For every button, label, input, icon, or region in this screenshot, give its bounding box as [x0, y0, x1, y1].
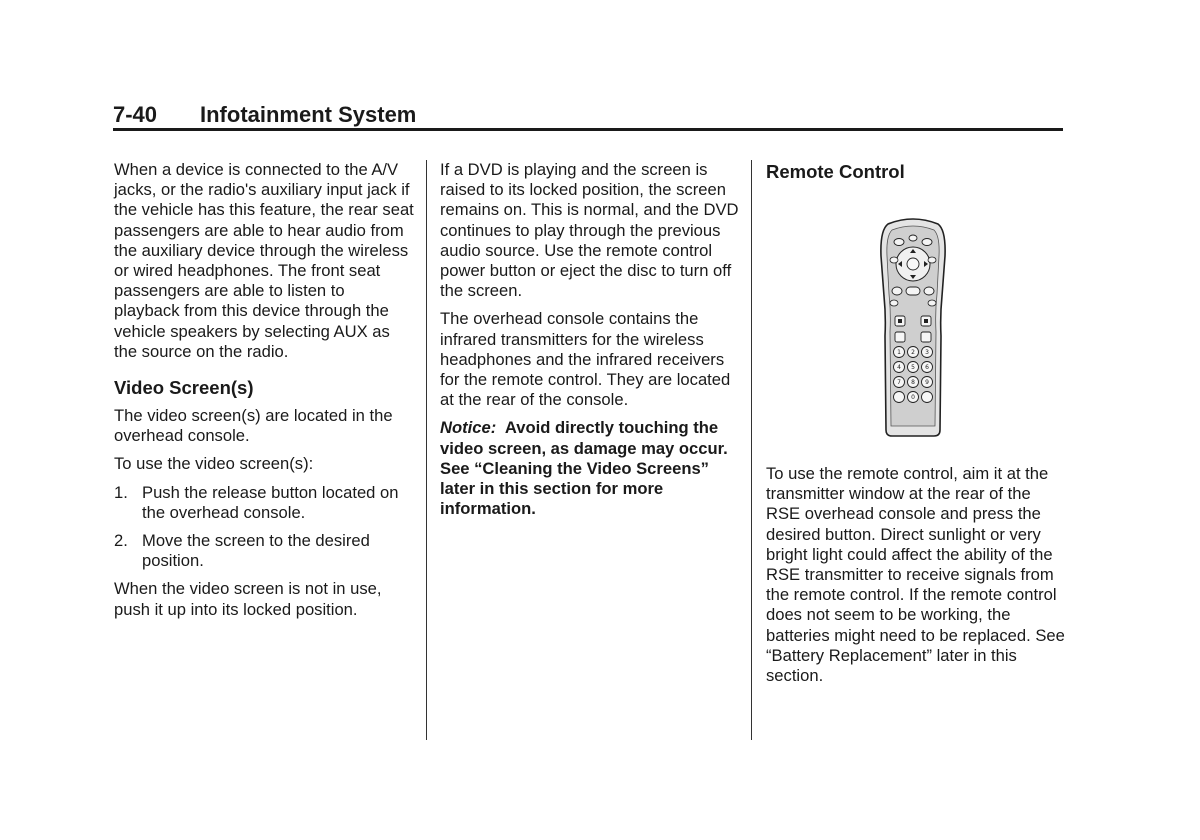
column-3	[766, 160, 1066, 694]
column-divider-2	[751, 160, 752, 740]
notice-paragraph	[440, 418, 740, 519]
step-number: 1.	[114, 482, 128, 502]
remote-key-label: 0	[911, 394, 915, 402]
remote-key-label: 8	[911, 379, 915, 387]
remote-control-illustration	[766, 216, 1066, 446]
section-title: Infotainment System	[200, 102, 417, 127]
remote-key-label: 4	[897, 364, 901, 372]
notice-text: Avoid directly touching the video screen, as damage may occur. See “Cleaning the Video Screens” later in this section for more information.	[440, 418, 728, 519]
aux-audio-paragraph: When a device is connected to the A/V jacks, or the radio's auxiliary input jack if the vehicle has this feature, the rear seat passengers are able to hear audio from the auxiliary device through the wireless or wired headphones. The front seat passengers are able to listen to playback from this device through the vehicle speakers by selecting AUX as the source on the radio.	[114, 160, 414, 361]
notice-label: Notice:	[440, 418, 497, 438]
remote-key	[922, 392, 933, 403]
step-text: Push the release button located on the overhead console.	[142, 482, 399, 522]
remote-control-icon	[878, 216, 948, 438]
remote-key-label: 2	[911, 349, 915, 357]
page-number: 7-40	[113, 102, 158, 127]
overhead-console-paragraph: The overhead console contains the infrared transmitters for the wireless headphones and the infrared receivers for the remote control. They are located at the rear of the console.	[440, 309, 731, 410]
column-2	[440, 160, 740, 527]
remote-key-label: 3	[925, 349, 929, 357]
remote-key	[894, 392, 905, 403]
dvd-screen-paragraph: If a DVD is playing and the screen is raised to its locked position, the screen remains on. This is normal, and the DVD continues to play through the previous audio source. Use the remote control power button or eject the disc to turn off the screen.	[440, 160, 739, 301]
step-text: Move the screen to the desired position.	[142, 531, 370, 571]
remote-key-label: 9	[925, 379, 929, 387]
list-item	[114, 531, 414, 571]
remote-key-label: 5	[911, 364, 915, 372]
header-rule	[113, 128, 1063, 131]
remote-control-heading: Remote Control	[766, 161, 905, 182]
list-item	[114, 483, 414, 523]
step-number: 2.	[114, 531, 128, 551]
video-screen-steps	[114, 483, 414, 572]
column-divider-1	[426, 160, 427, 740]
column-1	[114, 160, 414, 628]
remote-control-usage-paragraph: To use the remote control, aim it at the transmitter window at the rear of the RSE overhead console and press the desired button. Direct sunlight or very bright light could affect the ability of the RSE transmitter to receive signals from the remote control. If the remote control does not seem to be working, the batteries might need to be replaced. See “Battery Replacement” later in this section.	[766, 464, 1065, 686]
remote-key-label: 6	[925, 364, 929, 372]
remote-key-label: 1	[897, 349, 901, 357]
remote-key-label: 7	[897, 379, 901, 387]
video-screen-stow-paragraph: When the video screen is not in use, push it up into its locked position.	[114, 579, 382, 619]
video-screen-location-paragraph: The video screen(s) are located in the overhead console.	[114, 406, 393, 446]
video-screen-usage-intro: To use the video screen(s):	[114, 454, 314, 474]
video-screens-heading: Video Screen(s)	[114, 377, 254, 399]
